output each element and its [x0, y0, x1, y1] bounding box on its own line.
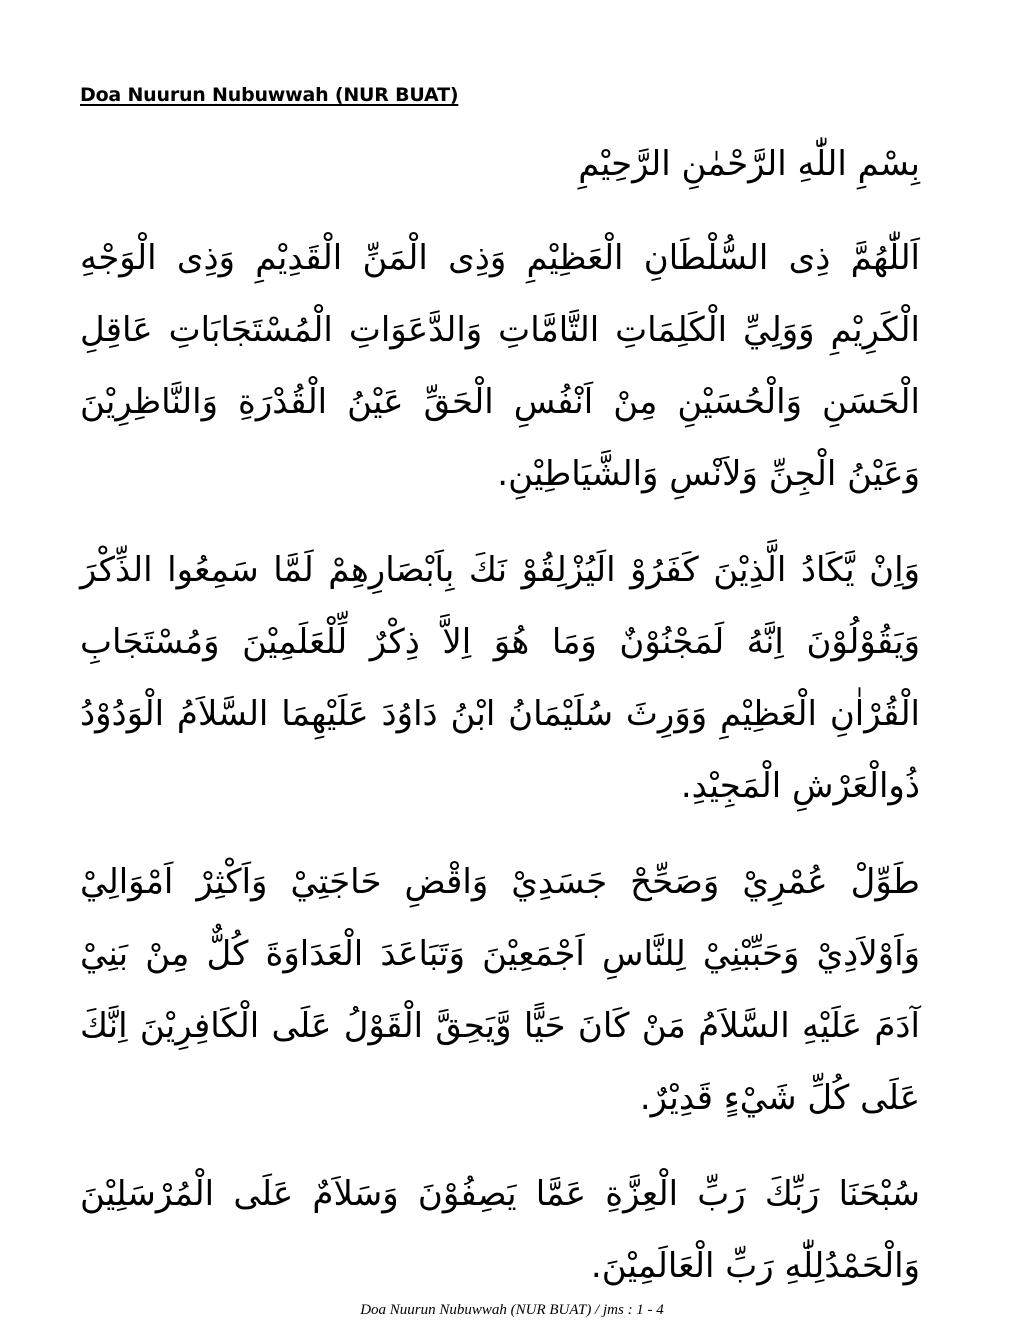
page-title: Doa Nuurun Nubuwwah (NUR BUAT) — [80, 84, 459, 106]
prayer-paragraph-4: سُبْحَنَا رَبِّكَ رَبِّ الْعِزَّةِ عَمَّا يَصِفُوْنَ وَسَلاَمٌ عَلَى الْمُرْسَلِيْنَ وَالْحَمْدُلِلّٰهِ رَبِّ الْعَالَمِيْنَ. — [80, 1174, 920, 1286]
prayer-paragraph-3: طَوِّلْ عُمْرِيْ وَصَحِّحْ جَسَدِيْ وَاقْضِ حَاجَتِيْ وَاَكْثِرْ اَمْوَالِيْ وَاَوْلاَدِيْ وَحَبِّبْنِيْ لِلنَّاسِ اَجْمَعِيْنَ وَتَبَاعَدَ الْعَدَاوَةَ كُلٌّ مِنْ بَنِيْ آدَمَ عَلَيْهِ السَّلاَمُ مَنْ كَانَ حَيًّا وَّيَحِقَّ الْقَوْلُ عَلَى الْكَافِرِيْنَ اِنَّكَ عَلَى كُلِّ شَيْءٍ قَدِيْرٌ. — [80, 862, 920, 1118]
prayer-paragraph-2: وَاِنْ يَّكَادُ الَّذِيْنَ كَفَرُوْ الَيُزْلِقُوْ نَكَ بِاَبْصَارِهِمْ لَمَّا سَمِعُوا الذِّكْرَ وَيَقُوْلُوْنَ اِنَّهُ لَمَجْنُوْنٌ وَمَا هُوَ اِلاَّ ذِكْرٌ لِّلْعَلَمِيْنَ وَمُسْتَجَابِ الْقُرْاٰنِ الْعَظِيْمِ وَوَرِثَ سُلَيْمَانُ ابْنُ دَاوُدَ عَلَيْهِمَا السَّلاَمُ الْوَدُوْدُ ذُوالْعَرْشِ الْمَجِيْدِ. — [80, 550, 920, 806]
page-footer: Doa Nuurun Nubuwwah (NUR BUAT) / jms : 1 - 4 — [360, 1302, 664, 1318]
prayer-paragraph-1: اَللّٰهُمَّ ذِى السُّلْطَانِ الْعَظِيْمِ وَذِى الْمَنِّ الْقَدِيْمِ وَذِى الْوَجْهِ الْكَرِيْمِ وَوَلِيِّ الْكَلِمَاتِ التَّامَّاتِ وَالدَّعَوَاتِ الْمُسْتَجَابَاتِ عَاقِلِ الْحَسَنِ وَالْحُسَيْنِ مِنْ اَنْفُسِ الْحَقِّ عَيْنُ الْقُدْرَةِ وَالنَّاظِرِيْنَ وَعَيْنُ الْجِنِّ وَلاَنْسِ وَالشَّيَاطِيْنِ. — [80, 238, 920, 494]
basmala: بِسْمِ اللّٰهِ الرَّحْمٰنِ الرَّحِيْمِ — [578, 144, 920, 184]
prayer-text — [80, 128, 920, 1326]
